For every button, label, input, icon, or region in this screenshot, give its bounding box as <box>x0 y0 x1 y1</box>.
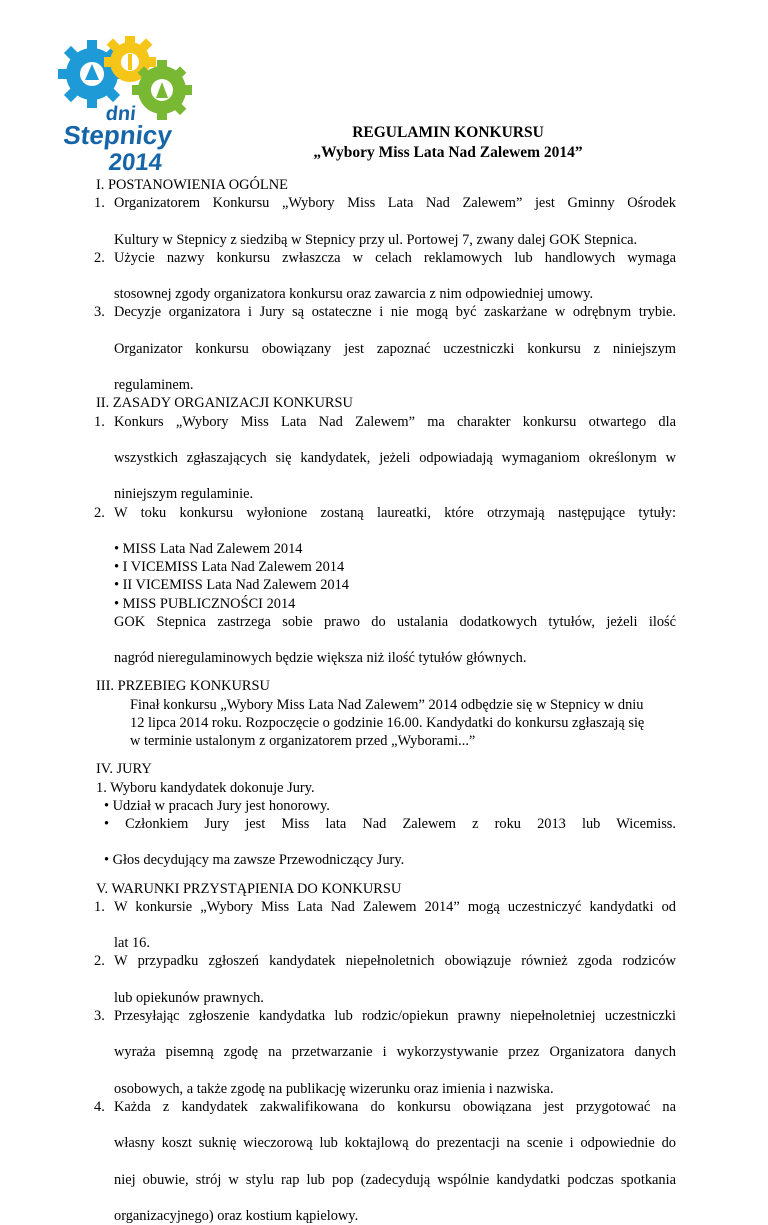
s2-item-2-note: GOK Stepnica zastrzega sobie prawo do ustalania dodatkowych tytułów, jeżeli ilość <box>114 613 676 630</box>
s4-bullet: • Głos decydujący ma zawsze Przewodniczący Jury. <box>104 852 405 869</box>
s2-item-1-end: niniejszym regulaminie. <box>114 486 254 503</box>
title-list-item: • MISS Lata Nad Zalewem 2014 <box>114 541 303 558</box>
s1-item-3: 3. Decyzje organizatora i Jury są ostateczne i nie mogą być zaskarżane w odrębnym trybie. <box>94 304 676 321</box>
s2-item-2-note-end: nagród nieregulaminowych będzie większa niż ilość tytułów głównych. <box>114 650 527 667</box>
s5-item-4-cont: niej obuwie, strój w stylu rap lub pop (zadecydują wspólnie kandydatki podczas spotkania <box>114 1171 676 1188</box>
s5-item-3-cont: wyraża pisemną zgodę na przetwarzanie i wykorzystywanie przez Organizatora danych <box>114 1044 676 1061</box>
s1-item-2-cont: stosownej zgody organizatora konkursu oraz zawarcia z nim odpowiedniej umowy. <box>114 286 594 303</box>
s5-item-1: 1. W konkursie „Wybory Miss Lata Nad Zalewem 2014” mogą uczestniczyć kandydatki od <box>94 898 676 915</box>
s2-item-2: 2. W toku konkursu wyłonione zostaną laureatki, które otrzymają następujące tytuły: <box>94 504 676 521</box>
document-body <box>94 176 676 1225</box>
dni-stepnicy-logo <box>52 36 198 178</box>
s5-item-2-cont: lub opiekunów prawnych. <box>114 989 264 1006</box>
s5-item-3-end: osobowych, a także zgodę na publikację wizerunku oraz imienia i nazwiska. <box>114 1080 554 1097</box>
section-5-heading: V. WARUNKI PRZYSTĄPIENIA DO KONKURSU <box>96 880 402 897</box>
s1-item-3-end: regulaminem. <box>114 377 194 394</box>
s1-item-1-cont: Kultury w Stepnicy z siedzibą w Stepnicy przy ul. Portowej 7, zwany dalej GOK Stepnica. <box>114 231 638 248</box>
svg-text:Stepnicy: Stepnicy <box>62 120 174 150</box>
s5-item-2: 2. W przypadku zgłoszeń kandydatek niepełnoletnich obowiązuje również zgoda rodziców <box>94 953 676 970</box>
s5-item-4-end: organizacyjnego) oraz kostium kąpielowy. <box>114 1208 359 1225</box>
svg-text:2014: 2014 <box>107 149 164 176</box>
document-title <box>228 123 668 163</box>
title-list-item: • II VICEMISS Lata Nad Zalewem 2014 <box>114 577 349 594</box>
s4-item-1: 1. Wyboru kandydatek dokonuje Jury. <box>96 779 315 796</box>
s2-item-1: 1. Konkurs „Wybory Miss Lata Nad Zalewem” ma charakter konkursu otwartego dla <box>94 413 676 430</box>
s4-bullet: • Członkiem Jury jest Miss lata Nad Zalewem z roku 2013 lub Wicemiss. <box>104 815 676 832</box>
s3-text-1: Finał konkursu „Wybory Miss Lata Nad Zalewem” 2014 odbędzie się w Stepnicy w dniu <box>130 696 644 713</box>
svg-text:dni: dni <box>104 103 137 125</box>
section-4-heading: IV. JURY <box>96 761 152 778</box>
section-1-heading: I. POSTANOWIENIA OGÓLNE <box>96 177 288 193</box>
title-line-1: REGULAMIN KONKURSU <box>352 124 544 141</box>
s5-item-4-cont: własny koszt suknię wieczorową lub koktajlową do prezentacji na scenie i odpowiednie do <box>114 1135 676 1152</box>
s3-text-3: w terminie ustalonym z organizatorem przed „Wyborami...” <box>130 733 476 750</box>
s1-item-1: 1. Organizatorem Konkursu „Wybory Miss Lata Nad Zalewem” jest Gminny Ośrodek <box>94 195 676 212</box>
s1-item-2: 2. Użycie nazwy konkursu zwłaszcza w celach reklamowych lub handlowych wymaga <box>94 249 676 266</box>
s2-item-1-cont: wszystkich zgłaszających się kandydatek, jeżeli odpowiadają wymaganiom określonym w <box>114 450 676 467</box>
s4-bullet: • Udział w pracach Jury jest honorowy. <box>104 797 330 814</box>
s1-item-3-cont: Organizator konkursu obowiązany jest zapoznać uczestniczki konkursu z niniejszym <box>114 340 676 357</box>
section-2-heading: II. ZASADY ORGANIZACJI KONKURSU <box>96 395 353 412</box>
section-3-heading: III. PRZEBIEG KONKURSU <box>96 678 270 695</box>
title-list-item: • MISS PUBLICZNOŚCI 2014 <box>114 595 296 612</box>
s5-item-3: 3. Przesyłając zgłoszenie kandydatka lub rodzic/opiekun prawny niepełnoletniej uczestniczki <box>94 1007 676 1024</box>
title-line-2: „Wybory Miss Lata Nad Zalewem 2014” <box>313 144 583 161</box>
s3-text-2: 12 lipca 2014 roku. Rozpoczęcie o godzinie 16.00. Kandydatki do konkursu zgłaszają się <box>130 714 645 731</box>
s5-item-1-cont: lat 16. <box>114 935 150 952</box>
s5-item-4: 4. Każda z kandydatek zakwalifikowana do konkursu obowiązana jest przygotować na <box>94 1098 676 1115</box>
title-list-item: • I VICEMISS Lata Nad Zalewem 2014 <box>114 559 345 576</box>
